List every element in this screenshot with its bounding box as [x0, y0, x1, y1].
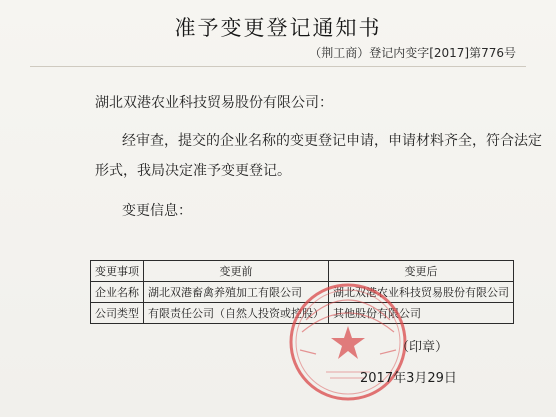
seal-note: （印章）: [396, 340, 449, 355]
body-paragraph-line1: 经审查，提交的企业名称的变更登记申请，申请材料齐全，符合法定: [122, 133, 542, 149]
document-number: （荆工商）登记内变字[2017]第776号: [309, 46, 516, 60]
table-cell: 湖北双港农业科技贸易股份有限公司: [329, 282, 514, 303]
body-paragraph-line2: 形式，我局决定准予变更登记。: [95, 163, 291, 179]
table-cell: 企业名称: [91, 282, 144, 303]
change-info-label: 变更信息：: [122, 203, 192, 219]
table-cell: 有限责任公司（自然人投资或控股）: [144, 303, 329, 324]
table-header-cell: 变更事项: [91, 261, 144, 282]
table-cell: 公司类型: [91, 303, 144, 324]
table-header-cell: 变更前: [144, 261, 329, 282]
table-cell: 湖北双港畜禽养殖加工有限公司: [144, 282, 329, 303]
seal-star-icon: [331, 326, 365, 359]
document-title: 准予变更登记通知书: [174, 16, 382, 40]
addressee: 湖北双港农业科技贸易股份有限公司：: [95, 95, 333, 111]
table-header-cell: 变更后: [329, 261, 514, 282]
issue-date: 2017年3月29日: [360, 371, 457, 386]
header-divider: [30, 66, 526, 67]
table-header-row: [91, 261, 514, 282]
table-cell: 其他股份有限公司: [329, 303, 514, 324]
